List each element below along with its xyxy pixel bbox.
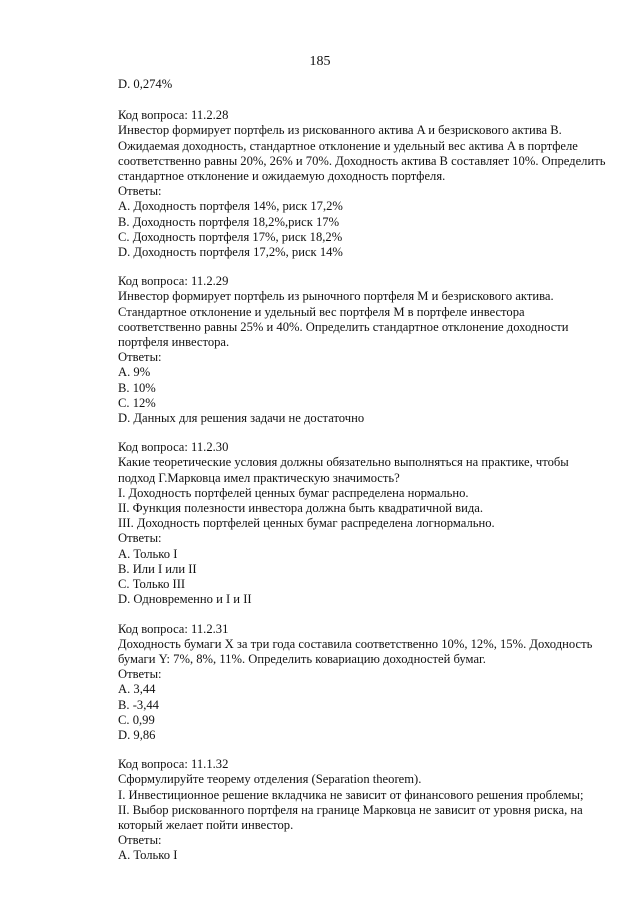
answer-option: C. 0,99 — [118, 712, 155, 727]
answers-label: Ответы: — [118, 350, 162, 365]
question-text-line: Стандартное отклонение и удельный вес портфеля M в портфеле инвестора — [118, 304, 525, 319]
question-text-line: II. Выбор рискованного портфеля на границе Марковца не зависит от уровня риска, на — [118, 802, 583, 817]
answer-option: C. Доходность портфеля 17%, риск 18,2% — [118, 229, 343, 244]
question-code: Код вопроса: 11.1.32 — [118, 757, 229, 772]
question-text-line: подход Г.Марковца имел практическую значимость? — [118, 470, 400, 485]
question-text-line: стандартное отклонение и ожидаемую доходность портфеля. — [118, 169, 446, 184]
question-code: Код вопроса: 11.2.31 — [118, 621, 229, 636]
question-text-line: Ожидаемая доходность, стандартное отклонение и удельный вес актива A в портфеле — [118, 138, 578, 153]
leading-answer-block — [118, 77, 596, 92]
question-text-line: Инвестор формирует портфель из рыночного портфеля M и безрискового актива. — [118, 289, 554, 304]
question-block — [118, 274, 596, 426]
question-text-line: II. Функция полезности инвестора должна быть квадратичной вида. — [118, 501, 483, 516]
question-text-line: соответственно равны 20%, 26% и 70%. Доходность актива B составляет 10%. Определить — [118, 153, 606, 168]
question-text-line: соответственно равны 25% и 40%. Определить стандартное отклонение доходности — [118, 319, 569, 334]
answer-option: C. 12% — [118, 395, 156, 410]
question-block — [118, 108, 606, 260]
answers-label: Ответы: — [118, 833, 162, 848]
answer-option: D. 9,86 — [118, 727, 156, 742]
page-content — [118, 77, 606, 864]
answer-option: A. Только I — [118, 546, 178, 561]
answer-option: A. Только I — [118, 848, 178, 863]
question-text-line: Доходность бумаги X за три года составила соответственно 10%, 12%, 15%. Доходность — [118, 636, 593, 651]
answers-label: Ответы: — [118, 667, 162, 682]
answer-option: A. Доходность портфеля 14%, риск 17,2% — [118, 199, 343, 214]
question-block — [118, 440, 596, 607]
question-text-line: III. Доходность портфелей ценных бумаг распределена логнормально. — [118, 516, 495, 531]
answer-option: D. Данных для решения задачи не достаточно — [118, 411, 365, 426]
question-block — [118, 622, 596, 744]
page-number: 185 — [309, 54, 331, 69]
answer-option: B. Или I или II — [118, 561, 197, 576]
question-text-line: который желает пойти инвестор. — [118, 817, 294, 832]
question-code: Код вопроса: 11.2.29 — [118, 274, 229, 289]
answer-option: B. Доходность портфеля 18,2%,риск 17% — [118, 214, 340, 229]
answer-option: D. Одновременно и I и II — [118, 592, 252, 607]
answer-option: C. Только III — [118, 577, 186, 592]
question-text-line: бумаги Y: 7%, 8%, 11%. Определить ковариацию доходностей бумаг. — [118, 651, 486, 666]
question-text-line: Сформулируйте теорему отделения (Separation theorem). — [118, 772, 422, 787]
question-text-line: I. Доходность портфелей ценных бумаг распределена нормально. — [118, 485, 469, 500]
question-text-line: портфеля инвестора. — [118, 335, 230, 350]
answer-option: D. 0,274% — [118, 77, 173, 91]
question-block — [118, 757, 596, 863]
answer-option: D. Доходность портфеля 17,2%, риск 14% — [118, 245, 343, 260]
question-code: Код вопроса: 11.2.30 — [118, 440, 229, 455]
answer-option: B. -3,44 — [118, 697, 159, 712]
answers-label: Ответы: — [118, 184, 162, 199]
question-text-line: I. Инвестиционное решение вкладчика не зависит от финансового решения проблемы; — [118, 787, 584, 802]
answer-option: A. 9% — [118, 365, 151, 380]
question-text-line: Инвестор формирует портфель из рискованного актива A и безрискового актива B. — [118, 123, 562, 138]
answers-label: Ответы: — [118, 531, 162, 546]
answer-option: A. 3,44 — [118, 682, 156, 697]
question-code: Код вопроса: 11.2.28 — [118, 108, 229, 123]
question-text-line: Какие теоретические условия должны обязательно выполняться на практике, чтобы — [118, 455, 569, 470]
answer-option: B. 10% — [118, 380, 156, 395]
